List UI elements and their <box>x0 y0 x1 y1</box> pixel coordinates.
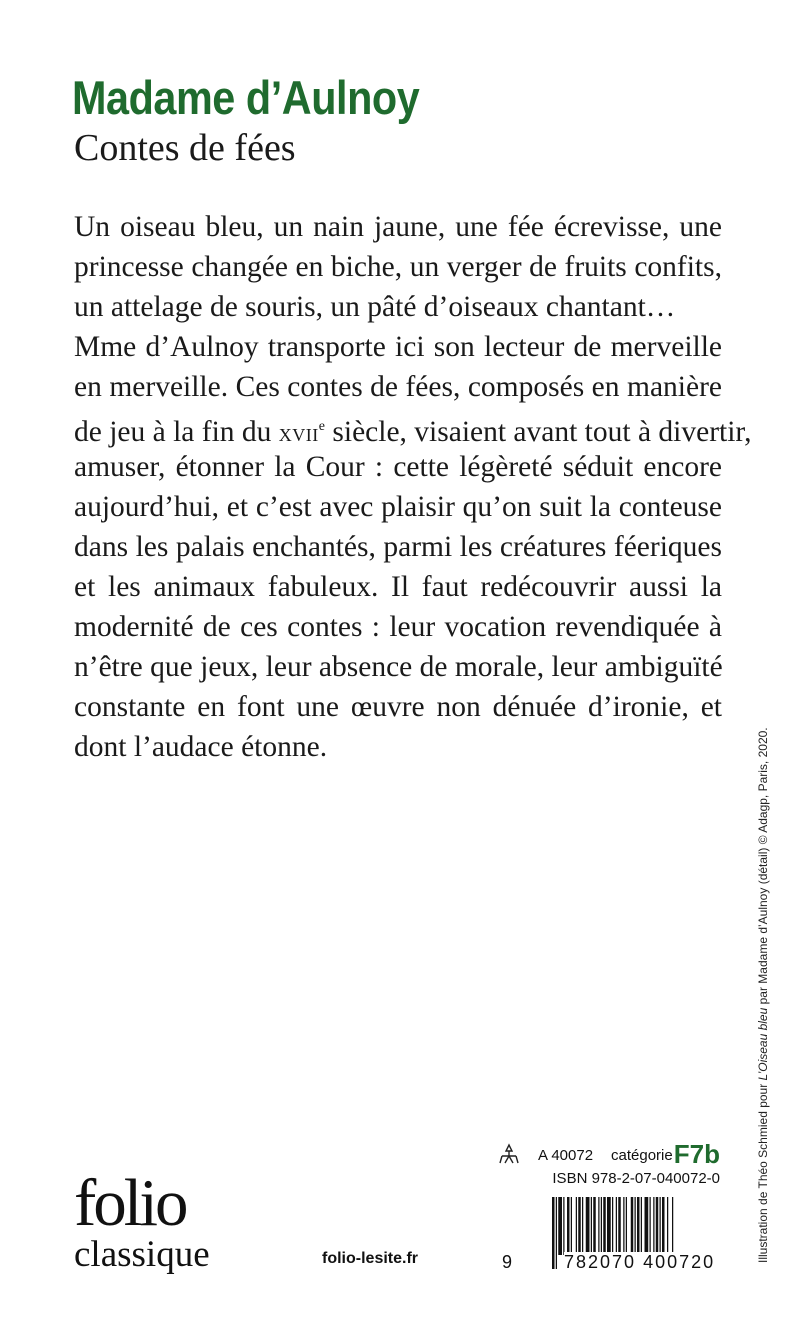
serial-number: A 40072 <box>538 1147 594 1164</box>
barcode-bar <box>631 1197 634 1255</box>
category-code: F7b <box>673 1139 720 1169</box>
barcode-bar <box>623 1197 624 1255</box>
gallimard-emblem-icon <box>498 1143 520 1165</box>
credit-prefix: Illustration de Théo Schmied pour <box>756 1080 770 1263</box>
barcode-first-digit: 9 <box>502 1252 513 1272</box>
blurb-line: Mme d’Aulnoy transporte ici son lecteur de merveille <box>74 331 722 363</box>
barcode-bar <box>618 1197 621 1255</box>
barcode-bar <box>578 1197 581 1255</box>
credit-work-title: L’Oiseau bleu <box>756 1007 770 1081</box>
catalog-code-row <box>498 1141 720 1167</box>
classique-logo: classique <box>74 1234 210 1275</box>
blurb-line <box>74 407 752 448</box>
blurb-line: dans les palais enchantés, parmi les créatures féeriques <box>74 531 722 563</box>
blurb-line: un attelage de souris, un pâté d’oiseaux chantant… <box>74 291 676 323</box>
barcode-bar <box>556 1197 557 1269</box>
barcode-bar <box>576 1197 577 1255</box>
barcode-bar <box>635 1197 636 1255</box>
barcode-bar <box>552 1197 555 1269</box>
barcode-bar <box>641 1197 642 1255</box>
blurb-line: en merveille. Ces contes de fées, composés en manière <box>74 371 722 403</box>
book-title: Contes de fées <box>74 127 296 169</box>
blurb-line: amuser, étonner la Cour : cette légèreté séduit encore <box>74 451 722 483</box>
credit-suffix: par Madame d’Aulnoy (détail) © Adagp, Paris, 2020. <box>756 727 770 1008</box>
barcode-bar <box>603 1197 606 1255</box>
barcode-bar <box>591 1197 592 1255</box>
author-name: Madame d’Aulnoy <box>72 71 420 124</box>
barcode-bar <box>660 1197 661 1255</box>
century-numeral: XVII <box>278 424 319 445</box>
blurb-line: modernité de ces contes : leur vocation revendiquée à <box>74 611 722 643</box>
barcode-bar <box>645 1197 649 1255</box>
barcode-bar <box>601 1197 602 1255</box>
barcode-bar <box>607 1197 611 1255</box>
barcode-bar <box>650 1197 651 1255</box>
barcode-bar <box>571 1197 572 1255</box>
barcode-bar <box>586 1197 590 1255</box>
barcode-bar <box>563 1197 564 1255</box>
barcode-number: 782070 400720 <box>564 1252 722 1273</box>
blurb-line: princesse changée en biche, un verger de fruits confits, <box>74 251 722 283</box>
folio-logo: folio <box>74 1166 186 1240</box>
barcode-bar <box>582 1197 583 1255</box>
barcode-bar <box>558 1197 562 1255</box>
century-suffix: e <box>318 419 326 434</box>
blurb-line: n’être que jeux, leur absence de morale, leur ambiguïté <box>74 651 723 683</box>
illustration-credit <box>756 727 776 1283</box>
blurb-line-end: siècle, visaient avant tout à divertir, <box>325 415 752 448</box>
publisher-website: folio-lesite.fr <box>322 1250 419 1267</box>
barcode-bar <box>567 1197 570 1255</box>
blurb-line: aujourd’hui, et c’est avec plaisir qu’on suit la conteuse <box>74 491 722 523</box>
barcode-bar <box>656 1197 659 1255</box>
barcode-bar <box>626 1197 627 1255</box>
blurb-line: dont l’audace étonne. <box>74 731 328 763</box>
barcode-bar <box>593 1197 596 1255</box>
blurb-line-start: de jeu à la fin du <box>74 415 272 448</box>
barcode-bar <box>598 1197 599 1255</box>
barcode <box>502 1197 724 1277</box>
blurb-line: Un oiseau bleu, un nain jaune, une fée écrevisse, une <box>74 211 722 243</box>
back-cover-blurb <box>74 207 752 767</box>
barcode-bar <box>667 1197 668 1255</box>
barcode-bar <box>637 1197 640 1255</box>
barcode-bar <box>653 1197 654 1255</box>
category-label: catégorie <box>611 1147 673 1164</box>
blurb-line: constante en font une œuvre non dénuée d’ironie, et <box>74 691 722 723</box>
blurb-line: et les animaux fabuleux. Il faut redécouvrir aussi la <box>74 571 722 603</box>
barcode-bar <box>662 1197 665 1255</box>
isbn: ISBN 978-2-07-040072-0 <box>552 1170 720 1187</box>
